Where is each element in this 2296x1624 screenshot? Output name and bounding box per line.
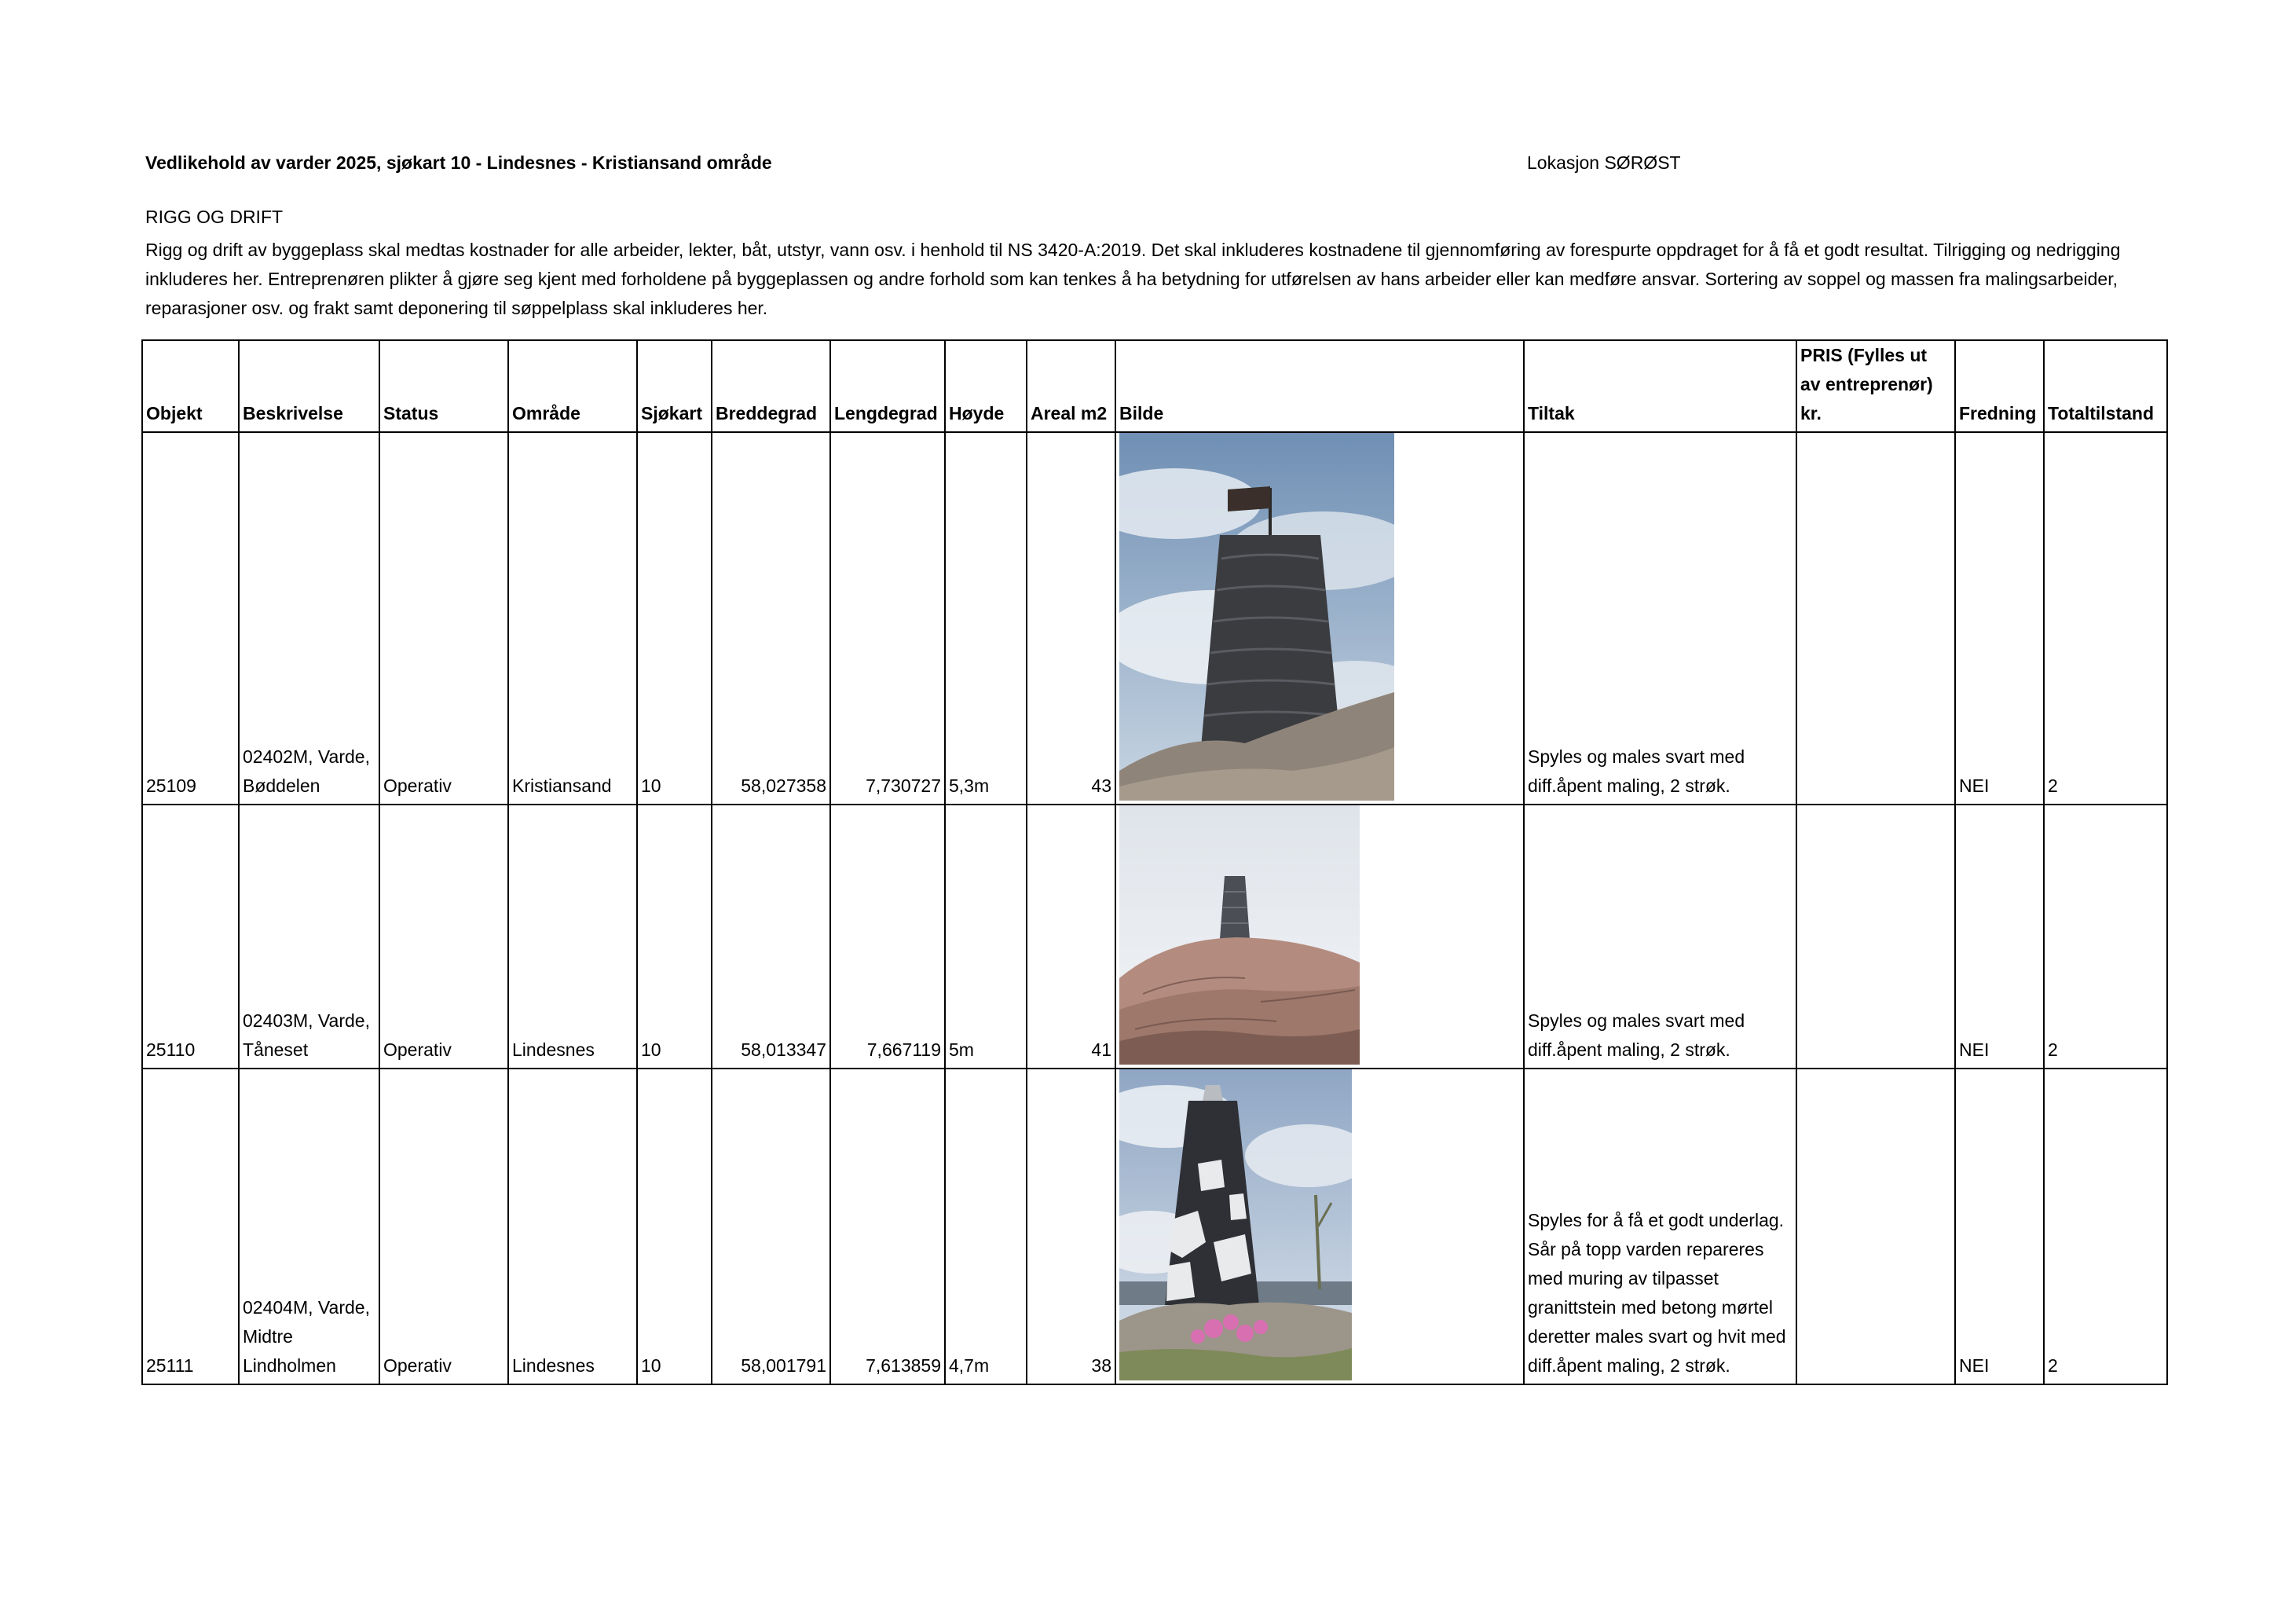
cell-omrade: Lindesnes	[508, 805, 637, 1069]
section-heading: RIGG OG DRIFT	[145, 207, 284, 227]
table-row	[142, 805, 2167, 1069]
cell-breddegrad: 58,027358	[712, 432, 830, 805]
col-header-hoyde: Høyde	[945, 340, 1027, 432]
intro-paragraph: Rigg og drift av byggeplass skal medtas kostnader for alle arbeider, lekter, båt, utstyr, vann osv. i henhold til NS 3420-A:2019. Det skal inkluderes kostnadene til gjennomføring av forespurte oppdraget for å få et godt resultat. Tilrigging og nedrigging inkluderes her. Entreprenøren plikter å gjøre seg kjent med forholdene på byggeplassen og andre forhold som kan tenkes å ha betydning for utførelsen av hans arbeider eller kan medføre ansvar. Sortering av soppel og massen fra malingsarbeider, reparasjoner osv. og frakt samt deponering til søppelplass skal inkluderes her.	[145, 240, 2121, 318]
cell-hoyde: 4,7m	[945, 1069, 1027, 1384]
col-header-tiltak: Tiltak	[1524, 340, 1796, 432]
col-header-totaltilstand: Totaltilstand	[2044, 340, 2167, 432]
col-header-fredning: Fredning	[1955, 340, 2044, 432]
cell-tiltak: Spyles og males svart med diff.åpent maling, 2 strøk.	[1524, 432, 1796, 805]
cell-areal: 41	[1027, 805, 1115, 1069]
cell-sjokart: 10	[637, 805, 712, 1069]
location-label: Lokasjon SØRØST	[1527, 152, 1681, 173]
document-title: Vedlikehold av varder 2025, sjøkart 10 - Lindesnes - Kristiansand område	[145, 152, 772, 173]
col-header-lengdegrad: Lengdegrad	[830, 340, 945, 432]
cell-fredning: NEI	[1955, 805, 2044, 1069]
cell-hoyde: 5,3m	[945, 432, 1027, 805]
cell-hoyde: 5m	[945, 805, 1027, 1069]
col-header-breddegrad: Breddegrad	[712, 340, 830, 432]
cell-totaltilstand: 2	[2044, 805, 2167, 1069]
cell-pris[interactable]	[1796, 805, 1955, 1069]
cell-breddegrad: 58,001791	[712, 1069, 830, 1384]
cairn-photo-1	[1119, 433, 1394, 801]
cell-objekt: 25110	[142, 805, 239, 1069]
cell-sjokart: 10	[637, 1069, 712, 1384]
col-header-objekt: Objekt	[142, 340, 239, 432]
cell-beskrivelse: 02402M, Varde, Bøddelen	[239, 432, 379, 805]
cell-sjokart: 10	[637, 432, 712, 805]
cell-totaltilstand: 2	[2044, 1069, 2167, 1384]
cell-status: Operativ	[379, 1069, 508, 1384]
cell-breddegrad: 58,013347	[712, 805, 830, 1069]
cell-lengdegrad: 7,613859	[830, 1069, 945, 1384]
cell-areal: 38	[1027, 1069, 1115, 1384]
cell-fredning: NEI	[1955, 432, 2044, 805]
table-row	[142, 432, 2167, 805]
header-row	[142, 340, 2167, 432]
cell-totaltilstand: 2	[2044, 432, 2167, 805]
varder-table	[141, 339, 2168, 1385]
cell-beskrivelse: 02403M, Varde, Tåneset	[239, 805, 379, 1069]
col-header-pris: PRIS (Fylles ut av entreprenør) kr.	[1796, 340, 1955, 432]
cairn-photo-2	[1119, 805, 1360, 1065]
col-header-areal: Areal m2	[1027, 340, 1115, 432]
cell-status: Operativ	[379, 432, 508, 805]
cell-status: Operativ	[379, 805, 508, 1069]
cell-tiltak: Spyles for å få et godt underlag. Sår på topp varden repareres med muring av tilpasset granittstein med betong mørtel deretter males svart og hvit med diff.åpent maling, 2 strøk.	[1524, 1069, 1796, 1384]
cell-lengdegrad: 7,730727	[830, 432, 945, 805]
cell-pris[interactable]	[1796, 1069, 1955, 1384]
cell-bilde	[1115, 805, 1524, 1069]
cell-beskrivelse: 02404M, Varde, Midtre Lindholmen	[239, 1069, 379, 1384]
cell-tiltak: Spyles og males svart med diff.åpent maling, 2 strøk.	[1524, 805, 1796, 1069]
col-header-beskrivelse: Beskrivelse	[239, 340, 379, 432]
cell-omrade: Lindesnes	[508, 1069, 637, 1384]
cell-objekt: 25111	[142, 1069, 239, 1384]
col-header-status: Status	[379, 340, 508, 432]
cell-objekt: 25109	[142, 432, 239, 805]
cell-areal: 43	[1027, 432, 1115, 805]
cell-bilde	[1115, 432, 1524, 805]
cairn-photo-3	[1119, 1069, 1352, 1380]
cell-pris[interactable]	[1796, 432, 1955, 805]
cell-omrade: Kristiansand	[508, 432, 637, 805]
col-header-sjokart: Sjøkart	[637, 340, 712, 432]
cell-bilde	[1115, 1069, 1524, 1384]
table-row	[142, 1069, 2167, 1384]
col-header-bilde: Bilde	[1115, 340, 1524, 432]
cell-fredning: NEI	[1955, 1069, 2044, 1384]
cell-lengdegrad: 7,667119	[830, 805, 945, 1069]
col-header-omrade: Område	[508, 340, 637, 432]
